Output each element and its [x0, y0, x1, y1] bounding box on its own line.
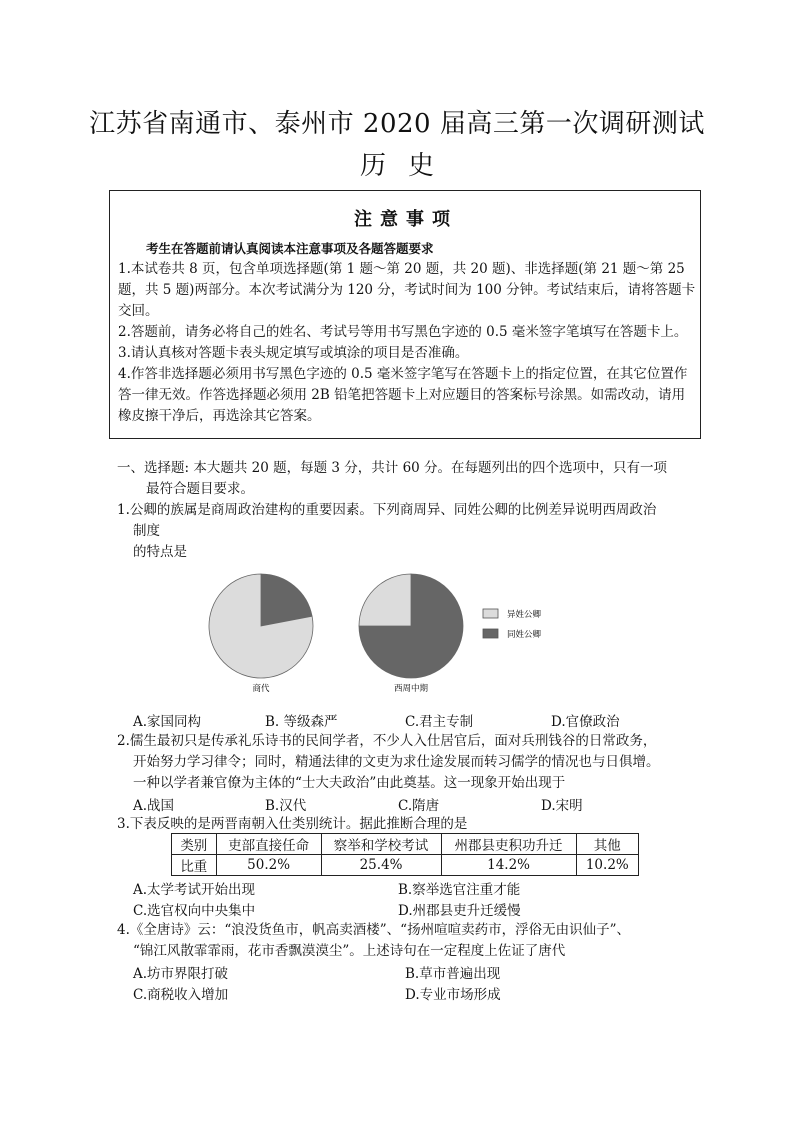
q1-option-b[interactable]: B. 等级森严: [265, 714, 338, 730]
q3-stem: 3.下表反映的是两晋南朝入仕类别统计。据此推断合理的是: [117, 816, 468, 832]
notice-item: 1.本试卷共 8 页，包含单项选择题(第 1 题～第 20 题，共 20 题)、非选择题(第 21 题～第 25 题，共 5 题)两部分。本次考试满分为 120 分，考试时间为 100 分钟。考试结束后，请将答题卡交回。: [118, 261, 696, 319]
section-instruction-cont: 最符合题目要求。: [146, 481, 254, 497]
notice-box: [109, 190, 701, 439]
table-cell: 50.2%: [216, 855, 321, 876]
pie-xizhou: [359, 574, 463, 678]
table-header: 类别: [172, 834, 217, 855]
q2-option-b[interactable]: B.汉代: [265, 798, 307, 814]
legend-label-tongxing: 同姓公卿: [507, 630, 542, 640]
q1-option-c[interactable]: C.君主专制: [405, 714, 474, 730]
q4-option-b[interactable]: B.草市普遍出现: [405, 966, 501, 982]
section-instruction: 一、选择题: 本大题共 20 题，每题 3 分，共计 60 分。在每题列出的四个选项中，只有一项: [117, 460, 668, 476]
q3-option-b[interactable]: B.察举选官注重才能: [398, 882, 521, 898]
table-header: 吏部直接任命: [216, 834, 321, 855]
table-header: 州郡县吏积功升迁: [441, 834, 576, 855]
table-cell: 14.2%: [441, 855, 576, 876]
exam-title: 江苏省南通市、泰州市 2020 届高三第一次调研测试: [89, 109, 705, 139]
table-cell: 比重: [172, 855, 217, 876]
q4-option-c[interactable]: C.商税收入增加: [133, 987, 229, 1003]
pie-slice-yixing: [359, 574, 411, 626]
q4-option-d[interactable]: D.专业市场形成: [405, 987, 501, 1003]
q1-option-a[interactable]: A.家国同构: [133, 714, 202, 730]
q2-option-c[interactable]: C.隋唐: [398, 798, 440, 814]
notice-item: 3.请认真核对答题卡表头规定填写或填涂的项目是否准确。: [118, 345, 469, 361]
q1-option-d[interactable]: D.官僚政治: [551, 714, 620, 730]
q1-stem-cont: 的特点是: [133, 544, 187, 560]
q4-option-a[interactable]: A.坊市界限打破: [133, 966, 229, 982]
pie-chart-figure: [200, 565, 580, 705]
pie-label-shang: 商代: [252, 684, 270, 694]
subject-title: 历史: [359, 151, 456, 181]
q2-stem: 2.儒生最初只是传承礼乐诗书的民间学者，不少人入仕居官后，面对兵刑钱谷的日常政务，: [117, 733, 657, 749]
q2-option-a[interactable]: A.战国: [133, 798, 175, 814]
q3-option-c[interactable]: C.选官权向中央集中: [133, 903, 256, 919]
pie-label-xizhou: 西周中期: [393, 684, 429, 694]
legend-swatch-yixing: [483, 609, 498, 618]
notice-item: 4.作答非选择题必须用书写黑色字迹的 0.5 毫米签字笔写在答题卡上的指定位置，在其它位置作答一律无效。作答选择题必须用 2B 铅笔把答题卡上对应题目的答案标号涂黑。如需改动，请用橡皮擦干净后，再选涂其它答案。: [118, 366, 688, 424]
q3-table: [171, 833, 639, 876]
notice-item: 2.答题前，请务必将自己的姓名、考试号等用书写黑色字迹的 0.5 毫米签字笔填写在答题卡上。: [118, 324, 688, 340]
table-cell: 10.2%: [576, 855, 638, 876]
q3-option-a[interactable]: A.太学考试开始出现: [133, 882, 256, 898]
q3-option-d[interactable]: D.州郡县吏升迁缓慢: [398, 903, 521, 919]
table-header: 其他: [576, 834, 638, 855]
q2-option-d[interactable]: D.宋明: [541, 798, 583, 814]
table-cell: 25.4%: [321, 855, 441, 876]
table-row: [172, 855, 639, 876]
q1-stem: 1.公卿的族属是商周政治建构的重要因素。下列商周异、同姓公卿的比例差异说明西周政治: [117, 502, 657, 518]
q2-stem-cont: 一种以学者兼官僚为主体的“士大夫政治”由此奠基。这一现象开始出现于: [133, 775, 566, 791]
table-header: 察举和学校考试: [321, 834, 441, 855]
q2-stem-cont: 开始努力学习律令；同时，精通法律的文吏为求仕途发展而转习儒学的情况也与日俱增。: [133, 754, 660, 770]
q1-stem-cont: 制度: [133, 523, 160, 539]
notice-title: 注意事项: [354, 209, 458, 230]
pie-shang: [209, 574, 313, 678]
legend-label-yixing: 异姓公卿: [507, 610, 542, 620]
notice-subtitle: 考生在答题前请认真阅读本注意事项及各题答题要求: [146, 241, 434, 256]
q4-stem: 4.《全唐诗》云：“浪没货鱼市，帆高卖酒楼”、“扬州喧喧卖药市，浮俗无由识仙子”、: [117, 922, 630, 938]
q4-stem-cont: “锦江风散霏霏雨，花市香飘漠漠尘”。上述诗句在一定程度上佐证了唐代: [133, 943, 566, 959]
table-row: [172, 834, 639, 855]
legend-swatch-tongxing: [483, 629, 498, 638]
